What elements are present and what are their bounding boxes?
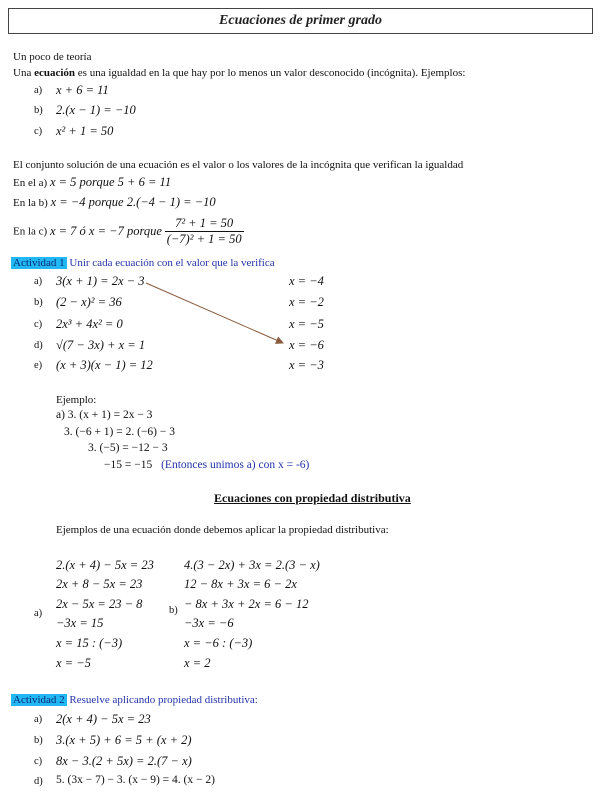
solution-c-denominator: (−7)² + 1 = 50 xyxy=(166,232,242,246)
activity-1-equation: 3(x + 1) = 2x − 3 xyxy=(56,274,145,288)
activity-1-equation: (x + 3)(x − 1) = 12 xyxy=(56,358,153,372)
example-final: −15 = −15 xyxy=(104,459,153,471)
activity-1-label: b) xyxy=(34,297,43,308)
activity-1-label: d) xyxy=(34,340,43,351)
distributive-a-step: 2x − 5x = 23 − 8 xyxy=(56,597,143,611)
definition-term: ecuación xyxy=(34,67,76,79)
theory-heading: Un poco de teoría xyxy=(13,51,92,63)
example-equation: 2.(x − 1) = −10 xyxy=(56,103,136,117)
example-line: 3. (−5) = −12 − 3 xyxy=(88,442,168,454)
solution-c-expr: x = 7 ó x = −7 porque xyxy=(49,224,162,238)
activity-2-equation: 3.(x + 5) + 6 = 5 + (x + 2) xyxy=(56,733,192,747)
distributive-a-step: 2.(x + 4) − 5x = 23 xyxy=(56,558,154,572)
distributive-b-step: − 8x + 3x + 2x = 6 − 12 xyxy=(184,597,309,611)
activity-2-equation: 2(x + 4) − 5x = 23 xyxy=(56,712,151,726)
definition-prefix: Una xyxy=(13,67,35,79)
activity-1-value: x = −3 xyxy=(289,358,324,372)
activity-1-value: x = −2 xyxy=(289,295,324,309)
activity-1-value: x = −4 xyxy=(289,274,324,288)
example-label: a) xyxy=(34,85,43,96)
distributive-intro: Ejemplos de una ecuación donde debemos aplicar la propiedad distributiva: xyxy=(56,524,389,536)
activity-2-text: Resuelve aplicando propiedad distributiva: xyxy=(66,694,258,706)
definition-rest: es una igualdad en la que hay por lo menos un valor desconocido (incógnita). Ejemplos: xyxy=(75,67,466,79)
distributive-b-step: −3x = −6 xyxy=(184,616,234,630)
solution-intro: El conjunto solución de una ecuación es el valor o los valores de la incógnita que verifican la igualdad xyxy=(13,159,464,171)
activity-1-equation: (2 − x)² = 36 xyxy=(56,295,122,309)
example-line: 3. (−6 + 1) = 2. (−6) − 3 xyxy=(64,426,175,438)
activity-1-label: a) xyxy=(34,276,43,287)
activity-2-label: d) xyxy=(34,776,43,787)
distributive-a-step: −3x = 15 xyxy=(56,616,104,630)
activity-1-label: e) xyxy=(34,360,43,371)
example-line: a) 3. (x + 1) = 2x − 3 xyxy=(56,409,153,421)
distributive-b-step: 4.(3 − 2x) + 3x = 2.(3 − x) xyxy=(184,558,320,572)
page-title: Ecuaciones de primer grado xyxy=(8,8,593,34)
distributive-b-step: x = 2 xyxy=(184,656,211,670)
example-label: b) xyxy=(34,105,43,116)
solution-a-expr: x = 5 porque 5 + 6 = 11 xyxy=(49,175,172,189)
example-note: (Entonces unimos a) con x = -6) xyxy=(161,459,310,471)
distributive-a-step: x = −5 xyxy=(56,656,91,670)
activity-1-tag: Actividad 1 xyxy=(13,257,65,269)
activity-1-text: Unir cada ecuación con el valor que la verifica xyxy=(66,257,275,269)
distributive-heading: Ecuaciones con propiedad distributiva xyxy=(214,491,411,505)
solution-a-prefix: En el a) xyxy=(13,177,48,189)
solution-c-prefix: En la c) xyxy=(13,225,48,238)
activity-1-equation: 2x³ + 4x² = 0 xyxy=(56,317,123,331)
distributive-a-label: a) xyxy=(34,608,43,619)
solution-b-prefix: En la b) xyxy=(13,197,48,209)
example-line xyxy=(104,459,309,471)
activity-2-label: b) xyxy=(34,735,43,746)
solution-c-numerator: 7² + 1 = 50 xyxy=(165,216,244,232)
activity-2-equation: 8x − 3.(2 + 5x) = 2.(7 − x) xyxy=(56,754,192,768)
distributive-a-step: 2x + 8 − 5x = 23 xyxy=(56,577,143,591)
activity-1-equation: √(7 − 3x) + x = 1 xyxy=(56,338,146,352)
distributive-a-step: x = 15 : (−3) xyxy=(56,636,123,650)
activity-1-label: c) xyxy=(34,319,43,330)
solution-b-expr: x = −4 porque 2.(−4 − 1) = −10 xyxy=(50,195,216,209)
distributive-b-step: 12 − 8x + 3x = 6 − 2x xyxy=(184,577,297,591)
activity-2-tag: Actividad 2 xyxy=(13,694,65,706)
example-equation: x² + 1 = 50 xyxy=(56,124,114,138)
example-label: c) xyxy=(34,126,43,137)
activity-1-value: x = −6 xyxy=(289,338,324,352)
activity-2-equation: 5. (3x − 7) − 3. (x − 9) = 4. (x − 2) xyxy=(56,774,215,786)
example-title: Ejemplo: xyxy=(56,394,97,406)
distributive-b-label: b) xyxy=(169,605,178,616)
activity-1-value: x = −5 xyxy=(289,317,324,331)
example-equation: x + 6 = 11 xyxy=(56,83,109,97)
activity-2-label: a) xyxy=(34,714,43,725)
distributive-b-step: x = −6 : (−3) xyxy=(184,636,253,650)
activity-2-header xyxy=(11,694,258,706)
activity-2-label: c) xyxy=(34,756,43,767)
